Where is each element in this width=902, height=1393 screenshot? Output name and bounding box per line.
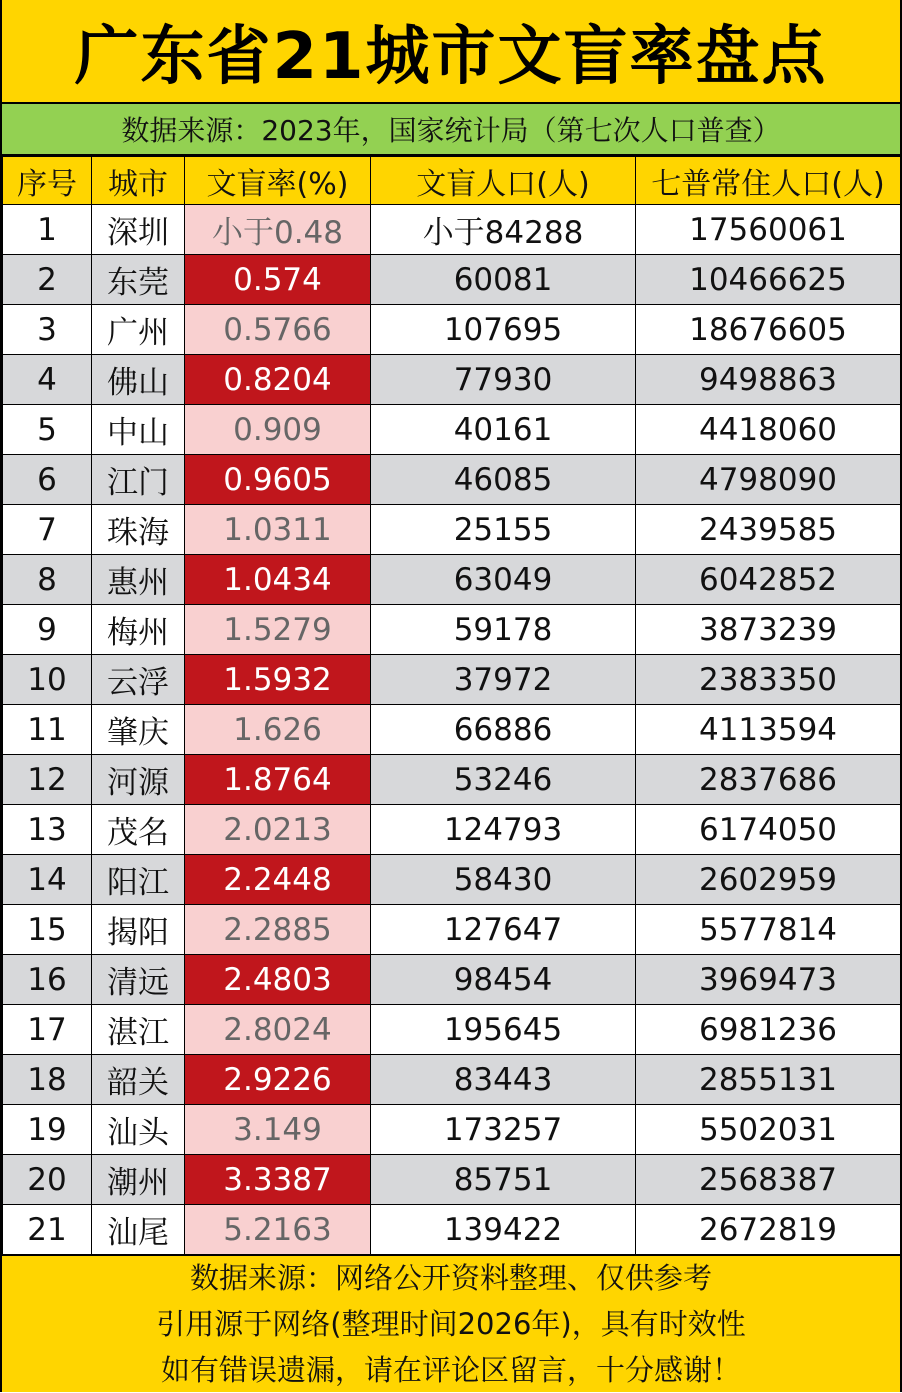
illiterate-population: 58430: [371, 855, 636, 905]
row-index: 9: [3, 605, 92, 655]
city-name: 梅州: [92, 605, 185, 655]
resident-population: 5502031: [636, 1105, 901, 1155]
row-index: 12: [3, 755, 92, 805]
table-row: [3, 555, 901, 605]
row-index: 15: [3, 905, 92, 955]
row-index: 19: [3, 1105, 92, 1155]
city-name: 韶关: [92, 1055, 185, 1105]
resident-population: 4798090: [636, 455, 901, 505]
row-index: 8: [3, 555, 92, 605]
illiterate-population: 173257: [371, 1105, 636, 1155]
city-name: 广州: [92, 305, 185, 355]
illiteracy-rate: 0.8204: [185, 355, 371, 405]
table-row: [3, 755, 901, 805]
resident-population: 10466625: [636, 255, 901, 305]
illiterate-population: 46085: [371, 455, 636, 505]
table-row: [3, 655, 901, 705]
row-index: 16: [3, 955, 92, 1005]
header-row: [3, 157, 901, 205]
table-row: [3, 455, 901, 505]
city-name: 深圳: [92, 205, 185, 255]
resident-population: 6174050: [636, 805, 901, 855]
row-index: 2: [3, 255, 92, 305]
illiteracy-rate: 小于0.48: [185, 205, 371, 255]
table-row: [3, 905, 901, 955]
row-index: 20: [3, 1155, 92, 1205]
illiterate-population: 127647: [371, 905, 636, 955]
table-row: [3, 405, 901, 455]
resident-population: 6981236: [636, 1005, 901, 1055]
row-index: 1: [3, 205, 92, 255]
footer-line: 如有错误遗漏，请在评论区留言，十分感谢！: [160, 1353, 741, 1387]
resident-population: 3969473: [636, 955, 901, 1005]
resident-population: 2383350: [636, 655, 901, 705]
row-index: 21: [3, 1205, 92, 1255]
illiterate-population: 107695: [371, 305, 636, 355]
table-row: [3, 855, 901, 905]
illiterate-population: 124793: [371, 805, 636, 855]
resident-population: 2568387: [636, 1155, 901, 1205]
city-name: 惠州: [92, 555, 185, 605]
illiteracy-rate: 1.8764: [185, 755, 371, 805]
city-name: 珠海: [92, 505, 185, 555]
illiterate-population: 98454: [371, 955, 636, 1005]
page-title: 广东省21城市文盲率盘点: [2, 0, 900, 104]
illiteracy-rate: 3.3387: [185, 1155, 371, 1205]
row-index: 4: [3, 355, 92, 405]
illiteracy-rate: 0.909: [185, 405, 371, 455]
row-index: 11: [3, 705, 92, 755]
city-name: 江门: [92, 455, 185, 505]
city-name: 揭阳: [92, 905, 185, 955]
illiterate-population: 195645: [371, 1005, 636, 1055]
illiteracy-rate: 2.9226: [185, 1055, 371, 1105]
illiteracy-rate: 0.5766: [185, 305, 371, 355]
row-index: 7: [3, 505, 92, 555]
illiteracy-rate: 1.0434: [185, 555, 371, 605]
table-row: [3, 705, 901, 755]
illiterate-population: 37972: [371, 655, 636, 705]
header-illiterate-population: 文盲人口(人): [371, 157, 636, 205]
illiterate-population: 小于84288: [371, 205, 636, 255]
table-row: [3, 505, 901, 555]
table-row: [3, 955, 901, 1005]
resident-population: 6042852: [636, 555, 901, 605]
header-index: 序号: [3, 157, 92, 205]
row-index: 13: [3, 805, 92, 855]
resident-population: 3873239: [636, 605, 901, 655]
illiterate-population: 63049: [371, 555, 636, 605]
illiterate-population: 40161: [371, 405, 636, 455]
illiteracy-rate: 1.5932: [185, 655, 371, 705]
city-name: 潮州: [92, 1155, 185, 1205]
resident-population: 5577814: [636, 905, 901, 955]
resident-population: 2672819: [636, 1205, 901, 1255]
table-row: [3, 1155, 901, 1205]
city-name: 茂名: [92, 805, 185, 855]
illiteracy-rate: 2.2885: [185, 905, 371, 955]
table-row: [3, 1005, 901, 1055]
city-name: 佛山: [92, 355, 185, 405]
resident-population: 2855131: [636, 1055, 901, 1105]
header-resident-population: 七普常住人口(人): [636, 157, 901, 205]
row-index: 6: [3, 455, 92, 505]
illiterate-population: 139422: [371, 1205, 636, 1255]
illiterate-population: 83443: [371, 1055, 636, 1105]
resident-population: 17560061: [636, 205, 901, 255]
table-row: [3, 1205, 901, 1255]
footer-line: 引用源于网络(整理时间2026年)，具有时效性: [156, 1307, 746, 1341]
table-row: [3, 305, 901, 355]
illiteracy-rate: 1.5279: [185, 605, 371, 655]
table-header: [3, 157, 901, 205]
illiteracy-rate: 0.9605: [185, 455, 371, 505]
literacy-table: [2, 156, 901, 1255]
header-illiteracy-rate: 文盲率(%): [185, 157, 371, 205]
illiterate-population: 85751: [371, 1155, 636, 1205]
table-row: [3, 1105, 901, 1155]
footer-notes: [2, 1254, 900, 1392]
illiteracy-rate: 2.0213: [185, 805, 371, 855]
resident-population: 18676605: [636, 305, 901, 355]
table-row: [3, 355, 901, 405]
city-name: 湛江: [92, 1005, 185, 1055]
row-index: 14: [3, 855, 92, 905]
table-row: [3, 1055, 901, 1105]
illiteracy-rate: 2.8024: [185, 1005, 371, 1055]
header-city: 城市: [92, 157, 185, 205]
illiteracy-rate: 1.0311: [185, 505, 371, 555]
illiterate-population: 53246: [371, 755, 636, 805]
city-name: 河源: [92, 755, 185, 805]
city-name: 肇庆: [92, 705, 185, 755]
city-name: 中山: [92, 405, 185, 455]
row-index: 18: [3, 1055, 92, 1105]
city-name: 东莞: [92, 255, 185, 305]
row-index: 3: [3, 305, 92, 355]
illiterate-population: 66886: [371, 705, 636, 755]
illiteracy-rate: 2.4803: [185, 955, 371, 1005]
illiteracy-rate: 0.574: [185, 255, 371, 305]
resident-population: 2837686: [636, 755, 901, 805]
table-row: [3, 255, 901, 305]
illiteracy-rate: 3.149: [185, 1105, 371, 1155]
source-banner: 数据来源：2023年，国家统计局（第七次人口普查）: [2, 104, 900, 156]
city-name: 阳江: [92, 855, 185, 905]
city-name: 汕头: [92, 1105, 185, 1155]
footer-line: 数据来源：网络公开资料整理、仅供参考: [189, 1261, 712, 1295]
table-row: [3, 605, 901, 655]
illiterate-population: 59178: [371, 605, 636, 655]
illiterate-population: 25155: [371, 505, 636, 555]
resident-population: 4418060: [636, 405, 901, 455]
city-name: 云浮: [92, 655, 185, 705]
illiterate-population: 77930: [371, 355, 636, 405]
illiteracy-rate: 2.2448: [185, 855, 371, 905]
row-index: 10: [3, 655, 92, 705]
resident-population: 2602959: [636, 855, 901, 905]
illiteracy-rate: 1.626: [185, 705, 371, 755]
illiteracy-rate: 5.2163: [185, 1205, 371, 1255]
row-index: 5: [3, 405, 92, 455]
resident-population: 9498863: [636, 355, 901, 405]
city-name: 汕尾: [92, 1205, 185, 1255]
resident-population: 2439585: [636, 505, 901, 555]
city-name: 清远: [92, 955, 185, 1005]
illiterate-population: 60081: [371, 255, 636, 305]
row-index: 17: [3, 1005, 92, 1055]
table-row: [3, 205, 901, 255]
table-body: [3, 205, 901, 1255]
resident-population: 4113594: [636, 705, 901, 755]
table-row: [3, 805, 901, 855]
